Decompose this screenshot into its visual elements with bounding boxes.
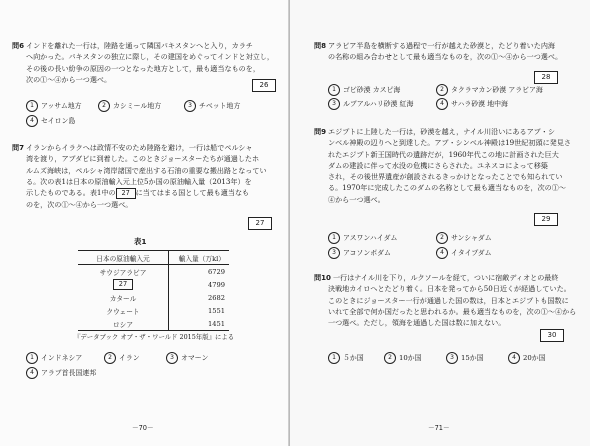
page-number-right: －71－ <box>428 424 450 432</box>
circled-number-2: 2 <box>384 352 396 364</box>
choice-4[interactable]: 4 20か国 <box>508 352 546 365</box>
choice-1[interactable]: 1 ５か国 <box>328 352 364 365</box>
choice-2[interactable]: 2 10か国 <box>384 352 422 365</box>
question-text-line: いれて全部で何か国だったと思われるか。最も適当なものを，次の①～④から <box>328 306 577 316</box>
question-text-line: エジプトに上陸した一行は，砂漠を越え，ナイル川沿いにあるアブ・シ <box>328 127 555 136</box>
circled-number-1: 1 <box>328 232 340 244</box>
circled-number-1: 1 <box>328 84 340 96</box>
table-cell-value: 4799 <box>169 278 230 291</box>
question-text-line: のを，次の①～④から一つ選べ。 <box>26 199 133 209</box>
question-text-line: ルムズ海峡は，ペルシャ湾岸諸国で産出する石油の重要な搬出路となってい <box>26 165 267 175</box>
answer-box-29[interactable]: 29 <box>534 213 558 226</box>
question-text-line: 決戦地カイロへとたどり着く。日本を発ってから50日近くが経過していた。 <box>328 284 571 294</box>
table-row <box>78 317 229 331</box>
question-text-line: このときにジョースター一行が通過した国の数は，日本とエジプトも国数に <box>328 295 569 305</box>
choice-1[interactable]: 1 ゴビ砂漠 カスピ海 <box>328 84 400 97</box>
table-header-row <box>78 251 229 265</box>
question-number: 問8 <box>314 41 327 50</box>
answer-box-30[interactable]: 30 <box>540 329 564 342</box>
choice-3[interactable]: 3 15か国 <box>446 352 484 365</box>
question-text-line: ④から一つ選べ。 <box>328 194 385 204</box>
answer-box-28[interactable]: 28 <box>534 71 558 84</box>
circled-number-3: 3 <box>328 247 340 259</box>
question-text-line: 一つ選べ。ただし，領海を通過した国は数に加えない。 <box>328 318 506 328</box>
question-text-line: イランからイラクへは政情不安のため陸路を避け，一行は船でペルシャ <box>26 143 253 152</box>
table-cell-country: サウジアラビア <box>99 268 147 277</box>
choice-3[interactable]: 3 チベット地方 <box>184 100 240 113</box>
question-10 <box>314 272 584 328</box>
choice-3[interactable]: 3 オマーン <box>166 352 208 365</box>
question-text-line: る。1970年に完成したこのダムの名称として最も適当なものを，次の①～ <box>328 183 566 193</box>
table-title: 表1 <box>134 237 147 246</box>
left-page <box>0 0 290 446</box>
choice-2[interactable]: 2 カシミール地方 <box>98 100 161 113</box>
question-text-line: ダムの建設に伴って水没の危機にさらされた。ユネスコによって移築 <box>328 160 548 170</box>
table-cell-value: 1551 <box>169 304 230 317</box>
question-text-line: 一行はナイル川を下り，ルクソールを経て，ついに宿敵ディオとの最終 <box>332 273 559 282</box>
question-9 <box>314 126 584 205</box>
question-text-line: 次の①～④から一つ選べ。 <box>26 74 112 84</box>
question-text-line: 湾を渡り，アブダビに到着した。このときジョースターたちが通過したホ <box>26 154 260 164</box>
circled-number-2: 2 <box>98 100 110 112</box>
circled-number-3: 3 <box>446 352 458 364</box>
question-text-line: に当てはまる国として最も適当なも <box>135 188 250 198</box>
circled-number-4: 4 <box>508 352 520 364</box>
circled-number-3: 3 <box>328 98 340 110</box>
choice-1[interactable]: 1 アスワンハイダム <box>328 232 397 245</box>
table-row <box>78 304 229 317</box>
choice-1[interactable]: 1 アッサム地方 <box>26 100 82 113</box>
question-text-line: 示したものである。表1中の <box>26 188 116 198</box>
question-text-line: の名称の組み合わせとして最も適当なものを，次の①～④から一つ選べ。 <box>328 52 563 62</box>
choice-4[interactable]: 4 イタイプダム <box>436 247 492 260</box>
table-source: 『データブック オブ・ザ・ワールド 2015年版』による <box>74 333 235 341</box>
table-blank-27: 27 <box>113 279 133 290</box>
circled-number-4: 4 <box>436 247 448 259</box>
table-cell-value: 1451 <box>169 317 230 331</box>
question-text-line: れたエジプト新王国時代の遺跡だが，1960年代この地に計画された巨大 <box>328 149 559 159</box>
choice-1[interactable]: 1 インドネシア <box>26 352 82 365</box>
question-text-line: る。次の表1は日本の原油輸入元上位5か国の原油輸入量（2013年）を <box>26 176 252 186</box>
question-6 <box>12 40 282 85</box>
question-text-line: ンベル神殿の辺りへと到達した。アブ・シンベル神殿は19世紀初頭に発見さ <box>328 138 571 148</box>
choice-3[interactable]: 3 ルブアルハリ砂漠 紅海 <box>328 98 413 111</box>
choice-3[interactable]: 3 アコソンボダム <box>328 247 391 260</box>
question-text-line: され，その後世界遺産が創設されるきっかけとなったことでも知られてい <box>328 172 563 182</box>
table-cell-country: カタール <box>109 294 137 303</box>
table-row <box>78 278 229 291</box>
answer-box-26[interactable]: 26 <box>252 79 276 92</box>
question-number: 問9 <box>314 127 327 136</box>
q7-choices <box>26 352 286 382</box>
table-cell-country: クウェート <box>106 307 140 316</box>
q10-choices <box>328 352 584 368</box>
choice-2[interactable]: 2 サンシャダム <box>436 232 492 245</box>
table-header: 日本の原油輸入元 <box>78 251 169 265</box>
question-number: 問7 <box>12 143 25 152</box>
question-8 <box>314 40 582 63</box>
choice-4[interactable]: 4 セイロン島 <box>26 115 75 128</box>
circled-number-4: 4 <box>26 367 38 379</box>
question-text-line: その後の長い紛争の原因の一つとなった地方として，最も適当なものを， <box>26 63 260 73</box>
right-page <box>290 0 590 446</box>
q8-choices <box>328 84 584 114</box>
choice-4[interactable]: 4 サハラ砂漠 地中海 <box>436 98 508 111</box>
question-number: 問10 <box>314 273 331 282</box>
circled-number-3: 3 <box>166 352 178 364</box>
q9-choices <box>328 232 584 262</box>
circled-number-1: 1 <box>328 352 340 364</box>
table-header: 輸入量（万kl） <box>169 251 230 265</box>
choice-2[interactable]: 2 タクラマカン砂漠 アラビア海 <box>436 84 543 97</box>
table-cell-value: 6729 <box>169 265 230 279</box>
table-cell-country: ロシア <box>112 320 134 329</box>
circled-number-1: 1 <box>26 352 38 364</box>
q6-choices <box>26 100 286 128</box>
table-cell-country <box>78 278 169 291</box>
choice-2[interactable]: 2 イラン <box>104 352 140 365</box>
answer-box-27[interactable]: 27 <box>248 217 272 230</box>
table-row <box>78 265 229 279</box>
question-number: 問6 <box>12 41 25 50</box>
circled-number-2: 2 <box>436 84 448 96</box>
circled-number-3: 3 <box>184 100 196 112</box>
oil-import-table <box>78 250 229 331</box>
circled-number-1: 1 <box>26 100 38 112</box>
circled-number-2: 2 <box>436 232 448 244</box>
question-text-line: へ向かった。パキスタンの独立に際し，その建国をめぐってインドと対立し， <box>26 52 274 62</box>
circled-number-2: 2 <box>104 352 116 364</box>
table-cell-value: 2682 <box>169 291 230 304</box>
page-number-left: －70－ <box>132 424 154 432</box>
circled-number-4: 4 <box>26 115 38 127</box>
inline-blank-27: 27 <box>116 188 136 199</box>
question-text-line: インドを離れた一行は，陸路を通って隣国パキスタンへと入り，カラチ <box>26 41 253 50</box>
circled-number-4: 4 <box>436 98 448 110</box>
choice-4[interactable]: 4 アラブ首長国連邦 <box>26 367 96 380</box>
question-7 <box>12 142 284 210</box>
table-row <box>78 291 229 304</box>
question-text-line: アラビア半島を横断する過程で一行が越えた砂漠と，たどり着いた内海 <box>328 41 556 50</box>
